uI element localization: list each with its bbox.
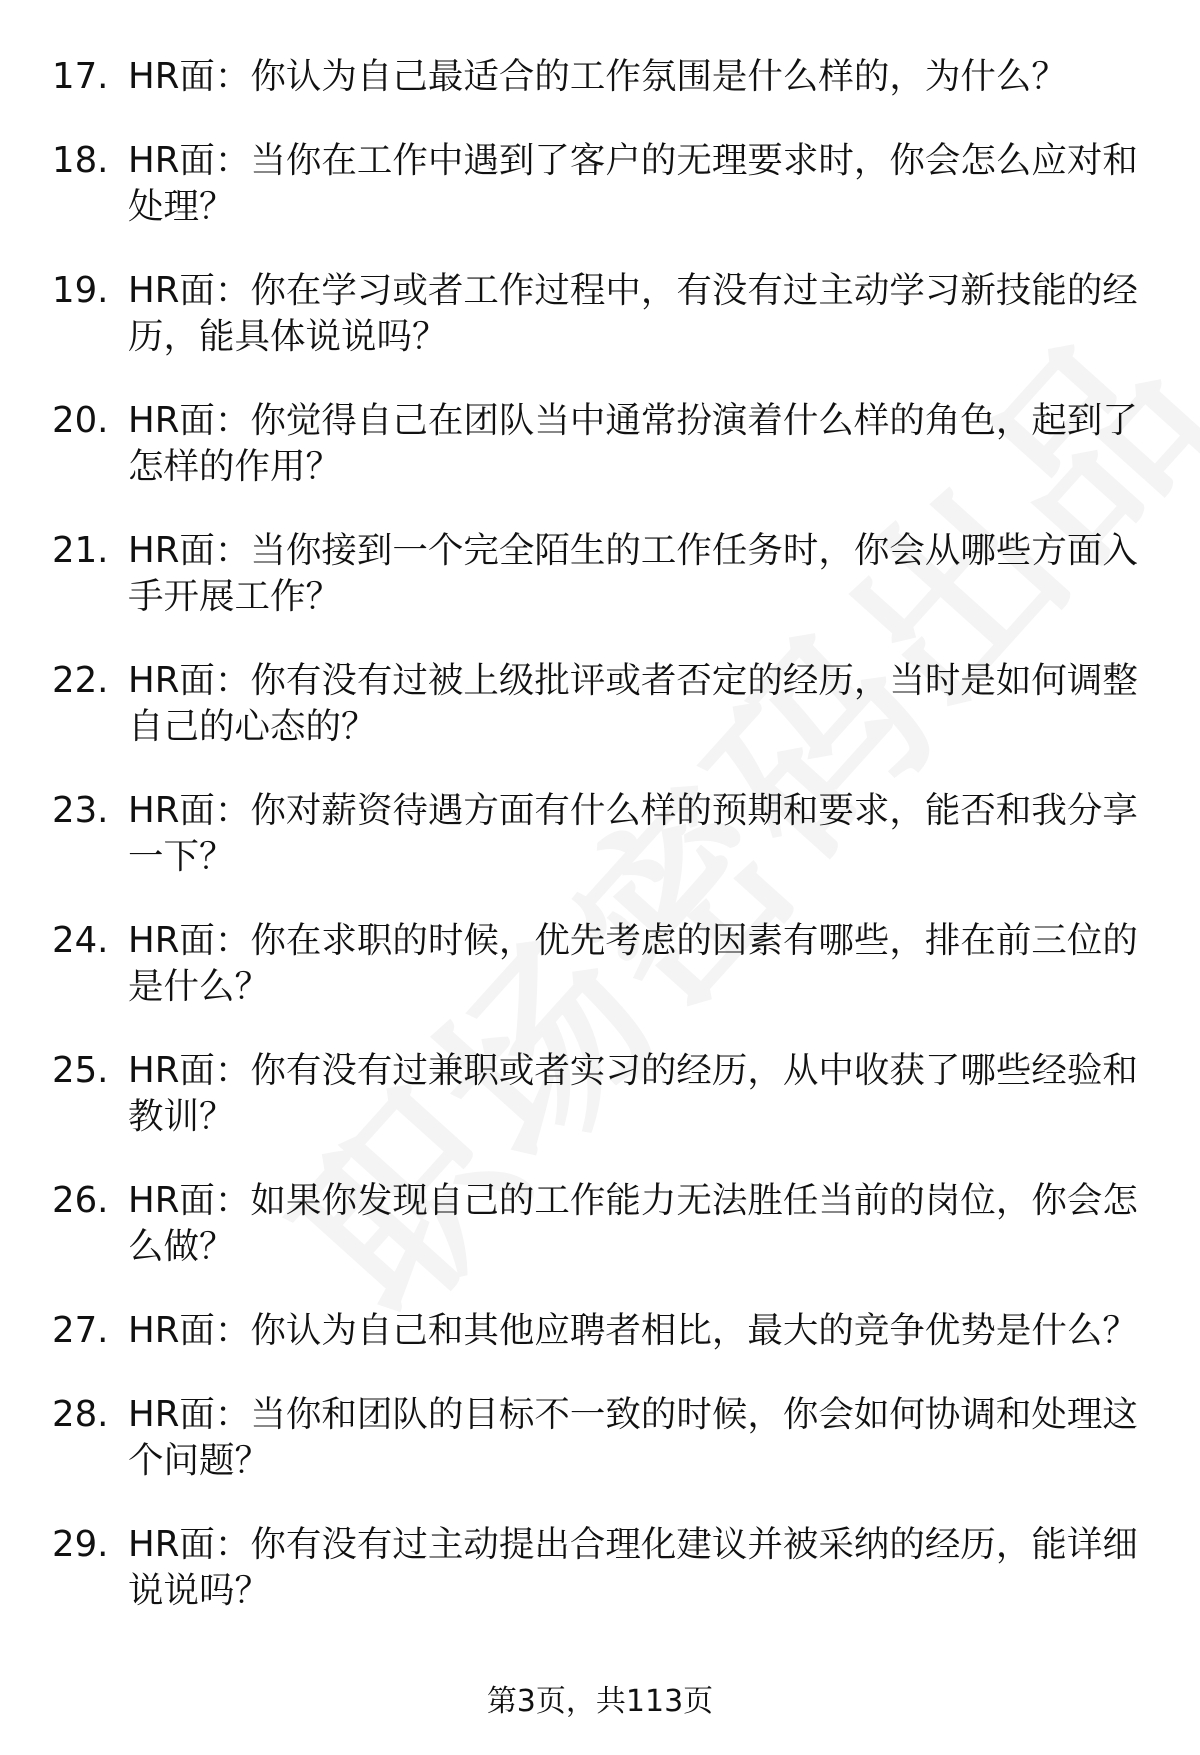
question-item (0, 54, 1200, 100)
question-text: HR面：如果你发现自己的工作能力无法胜任当前的岗位，你会怎么做？ (128, 1180, 1138, 1267)
question-text: HR面：当你和团队的目标不一致的时候，你会如何协调和处理这个问题？ (128, 1394, 1138, 1481)
question-number: 23. (52, 790, 109, 831)
question-text: HR面：当你在工作中遇到了客户的无理要求时，你会怎么应对和处理？ (128, 140, 1138, 227)
question-text: HR面：你对薪资待遇方面有什么样的预期和要求，能否和我分享一下？ (128, 790, 1138, 877)
question-text: HR面：你觉得自己在团队当中通常扮演着什么样的角色，起到了怎样的作用？ (128, 400, 1138, 487)
question-item (0, 658, 1200, 750)
question-number: 20. (52, 400, 109, 441)
question-item (0, 788, 1200, 880)
question-item (0, 1522, 1200, 1614)
question-number: 19. (52, 270, 109, 311)
question-item (0, 528, 1200, 620)
question-item (0, 138, 1200, 230)
question-list (0, 54, 1200, 1652)
question-text: HR面：你有没有过兼职或者实习的经历，从中收获了哪些经验和教训？ (128, 1050, 1138, 1137)
question-number: 17. (52, 56, 109, 97)
question-text: HR面：你在学习或者工作过程中，有没有过主动学习新技能的经历，能具体说说吗？ (128, 270, 1138, 357)
question-item (0, 398, 1200, 490)
question-item (0, 268, 1200, 360)
question-item (0, 1308, 1200, 1354)
question-number: 24. (52, 920, 109, 961)
question-number: 18. (52, 140, 109, 181)
question-number: 26. (52, 1180, 109, 1221)
question-text: HR面：你有没有过主动提出合理化建议并被采纳的经历，能详细说说吗？ (128, 1524, 1138, 1611)
question-item (0, 918, 1200, 1010)
question-text: HR面：你认为自己和其他应聘者相比，最大的竞争优势是什么？ (128, 1310, 1138, 1351)
question-number: 29. (52, 1524, 109, 1565)
page-footer: 第3页，共113页 (486, 1684, 714, 1719)
question-number: 25. (52, 1050, 109, 1091)
question-number: 28. (52, 1394, 109, 1435)
question-item (0, 1392, 1200, 1484)
question-text: HR面：你有没有过被上级批评或者否定的经历，当时是如何调整自己的心态的？ (128, 660, 1138, 747)
question-item (0, 1048, 1200, 1140)
question-item (0, 1178, 1200, 1270)
question-text: HR面：当你接到一个完全陌生的工作任务时，你会从哪些方面入手开展工作？ (128, 530, 1138, 617)
question-number: 22. (52, 660, 109, 701)
question-text: HR面：你在求职的时候，优先考虑的因素有哪些，排在前三位的是什么？ (128, 920, 1138, 1007)
question-text: HR面：你认为自己最适合的工作氛围是什么样的，为什么？ (128, 56, 1067, 97)
question-number: 21. (52, 530, 109, 571)
question-number: 27. (52, 1310, 109, 1351)
